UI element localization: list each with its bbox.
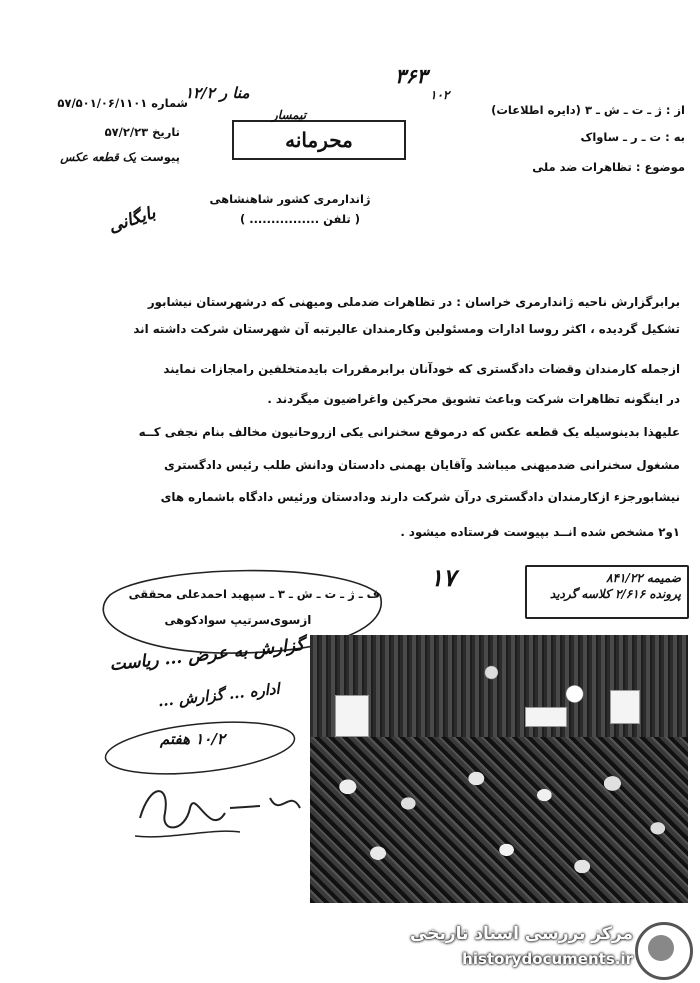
document-date-value: ۵۷/۲/۲۳ xyxy=(104,125,149,139)
archive-note: بایگانی xyxy=(106,203,159,237)
filing-note-line2: پرونده ۲/۶۱۶ کلاسه گردید xyxy=(549,587,681,601)
body-line-8: ۱و۲ مشخص شده انــد بپیوست فرستاده میشود . xyxy=(400,525,680,539)
document-number-value: ۵۷/۵۰۱/۰۶/۱۱۰۱ xyxy=(57,96,148,110)
body-line-6: مشغول سخنرانی ضدمیهنی میباشد وآقایان بهمنی دادستان ودانش طلب رئیس دادگستری xyxy=(163,458,680,472)
body-line-5: علیهذا بدینوسیله یک قطعه عکس که درموقع سخنرانی یکی ازروحانیون مخالف بنام نجفی کــه xyxy=(138,425,680,439)
registration-subnumber: ۱۰۲ xyxy=(430,88,450,102)
handwritten-note-2: اداره ... گزارش ... xyxy=(157,679,281,711)
filing-note-box xyxy=(525,565,689,619)
document-number-label: شماره xyxy=(151,96,188,110)
watermark-title: مرکز بررسی اسناد تاریخی xyxy=(410,924,633,944)
handwritten-date: ۱۰/۲ هفتم xyxy=(160,730,225,748)
org-phone: ( تلفن ................ ) xyxy=(239,212,360,226)
stamp-overwrite: تیمسار xyxy=(272,108,307,122)
signature-title: ف ـ ژ ـ ت ـ ش ـ ۳ ـ سپهبد احمدعلی محققی xyxy=(128,587,380,601)
filing-note-line1: ضمیمه ۸۴۱/۲۲ xyxy=(606,571,681,585)
subject-line: موضوع : تظاهرات ضد ملی xyxy=(532,160,685,174)
document-attachment-row xyxy=(60,150,180,164)
signature-on-behalf: ازسوی xyxy=(270,613,312,627)
document-attachment-value: یک قطعه عکس xyxy=(60,150,137,164)
body-line-4: در اینگونه تظاهرات شرکت وباعث تشویق محرکین واغراضیون میگردند . xyxy=(267,392,680,406)
initial-note: منا ر ۱۲/۲ xyxy=(185,84,250,102)
handwritten-note-1: گزارش به عرض ... ریاست xyxy=(108,634,306,676)
signature-signer: سرتیپ سوادکوهی xyxy=(164,613,270,627)
archive-logo-icon xyxy=(635,922,693,980)
document-number-row xyxy=(8,96,188,110)
org-name: ژاندارمری کشور شاهنشاهی xyxy=(209,192,371,206)
registration-number: ۳۶۳ xyxy=(395,64,428,88)
handwritten-oval xyxy=(100,718,300,778)
body-line-3: ازجمله کارمندان وقضات دادگستری که خودآنان برابرمقررات بایدمتخلفین رامجازات نمایند xyxy=(163,362,680,376)
document-date-row xyxy=(70,125,180,139)
watermark-url: historydocuments.ir xyxy=(462,950,633,968)
confidential-stamp-text: محرمانه xyxy=(285,128,353,152)
body-line-7: نیشابورجزء ازکارمندان دادگستری درآن شرکت دارند ودادستان ورئیس دادگاه باشماره های xyxy=(160,490,680,504)
document-attachment-label: پیوست xyxy=(140,150,180,164)
archive-watermark xyxy=(410,918,695,978)
signature-scribble xyxy=(130,778,310,848)
to-line: به : ت ـ ر ـ ساواک xyxy=(580,130,685,144)
attached-protest-photo xyxy=(310,635,688,903)
body-line-2: تشکیل گردیده ، اکثر روسا ادارات ومسئولین وکارمندان عالیرتبه آن شهرستان شرکت داشته اند xyxy=(133,322,680,336)
body-line-1: برابرگزارش ناحیه ژاندارمری خراسان : در تظاهرات ضدملی ومیهنی که درشهرستان نیشابور xyxy=(147,295,680,309)
handwritten-figure: ۱۷ xyxy=(430,563,456,592)
from-line: از : ژ ـ ت ـ ش ـ ۳ (دایره اطلاعات) xyxy=(491,103,685,117)
document-date-label: تاریخ xyxy=(152,125,180,139)
confidential-stamp xyxy=(232,120,406,160)
